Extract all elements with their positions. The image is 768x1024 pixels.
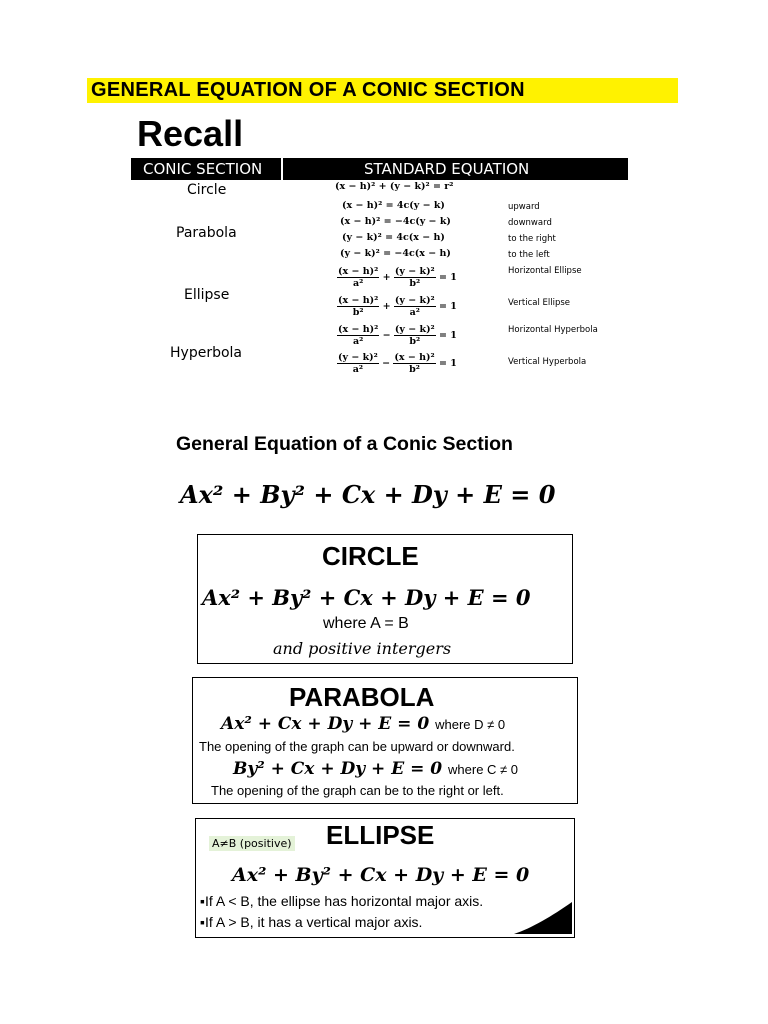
page-title: GENERAL EQUATION OF A CONIC SECTION xyxy=(91,79,525,101)
ellipse-eq-horizontal: $\frac{\text{(x − h)²}}{\text{a²}}$ + $\frac{\text{(y − k)²}}{\text{b²}}$ = 1 xyxy=(338,266,457,289)
ellipse-eq-vertical: $\frac{\text{(x − h)²}}{\text{b²}}$ + $\frac{\text{(y − k)²}}{\text{a²}}$ = 1 xyxy=(338,295,457,318)
col-standard-equation: STANDARD EQUATION xyxy=(364,160,530,178)
parabola-eq-right: (y − k)² = 4c(x − h) xyxy=(342,232,445,243)
conic-ellipse-label: Ellipse xyxy=(184,287,230,303)
ellipse-box-bullet1: ▪If A < B, the ellipse has horizontal major axis. xyxy=(200,893,484,909)
general-equation-title: General Equation of a Conic Section xyxy=(176,433,513,455)
parabola-eq-upward: (x − h)² = 4c(y − k) xyxy=(342,200,445,211)
ellipse-dir-horizontal: Horizontal Ellipse xyxy=(508,266,582,276)
circle-box-equation: Ax² + By² + Cx + Dy + E = 0 xyxy=(202,585,531,610)
parabola-dir-left: to the left xyxy=(508,250,550,260)
table-header xyxy=(131,158,628,180)
ellipse-box-bullet2: ▪If A > B, it has a vertical major axis. xyxy=(200,914,423,930)
hyperbola-dir-horizontal: Horizontal Hyperbola xyxy=(508,325,598,335)
corner-swoosh-decoration xyxy=(512,900,574,936)
circle-box xyxy=(197,534,573,664)
ellipse-condition-tag: A≠B (positive) xyxy=(209,836,295,851)
recall-title: Recall xyxy=(137,113,244,154)
header-divider xyxy=(281,158,283,180)
parabola-box-eq2: By² + Cx + Dy + E = 0 where C ≠ 0 xyxy=(233,759,519,779)
circle-standard-eq: (x − h)² + (y − k)² = r² xyxy=(335,181,454,192)
general-equation: Ax² + By² + Cx + Dy + E = 0 xyxy=(180,480,556,509)
parabola-dir-right: to the right xyxy=(508,234,556,244)
circle-box-note: and positive intergers xyxy=(273,639,452,658)
conic-parabola-label: Parabola xyxy=(176,225,237,241)
parabola-box-text1: The opening of the graph can be upward or downward. xyxy=(199,739,515,754)
hyperbola-eq-horizontal: $\frac{\text{(x − h)²}}{\text{a²}}$ − $\frac{\text{(y − k)²}}{\text{b²}}$ = 1 xyxy=(338,324,457,347)
parabola-eq-downward: (x − h)² = −4c(y − k) xyxy=(340,216,451,227)
ellipse-dir-vertical: Vertical Ellipse xyxy=(508,298,571,308)
ellipse-box-title: ELLIPSE xyxy=(326,820,435,850)
hyperbola-dir-vertical: Vertical Hyperbola xyxy=(508,357,587,367)
parabola-box-eq1: Ax² + Cx + Dy + E = 0 where D ≠ 0 xyxy=(221,714,506,734)
circle-box-title: CIRCLE xyxy=(322,541,419,571)
parabola-eq-left: (y − k)² = −4c(x − h) xyxy=(340,248,451,259)
hyperbola-eq-vertical: $\frac{\text{(y − k)²}}{\text{a²}}$ − $\frac{\text{(x − h)²}}{\text{b²}}$ = 1 xyxy=(338,352,457,375)
parabola-box-text2: The opening of the graph can be to the right or left. xyxy=(211,783,504,798)
header-highlight xyxy=(87,78,678,103)
conic-circle-label: Circle xyxy=(187,182,227,198)
circle-box-where: where A = B xyxy=(323,615,409,632)
parabola-box xyxy=(192,677,578,804)
ellipse-box-equation: Ax² + By² + Cx + Dy + E = 0 xyxy=(232,864,530,886)
parabola-box-title: PARABOLA xyxy=(289,682,435,712)
parabola-dir-upward: upward xyxy=(508,202,540,212)
col-conic-section: CONIC SECTION xyxy=(143,160,263,178)
conic-hyperbola-label: Hyperbola xyxy=(170,345,242,361)
parabola-dir-downward: downward xyxy=(508,218,552,228)
